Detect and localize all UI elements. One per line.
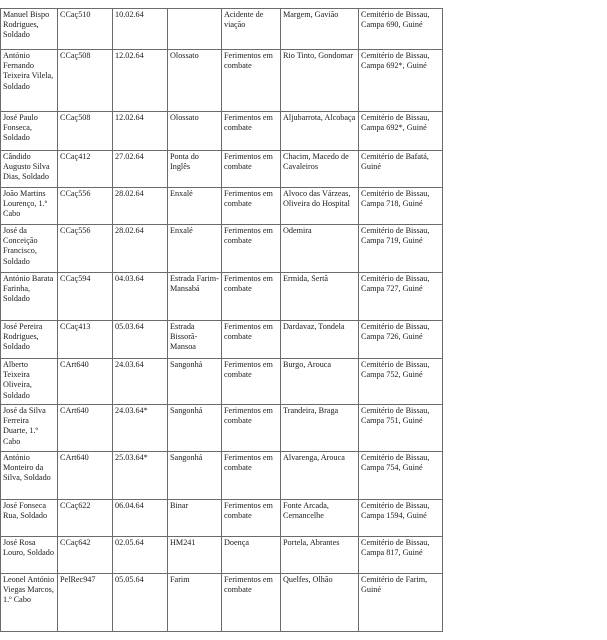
- table-row: [1, 500, 443, 537]
- cause-cell: Ferimentos em combate: [222, 321, 281, 359]
- cause-cell: Ferimentos em combate: [222, 359, 281, 405]
- date-cell: 05.05.64: [113, 574, 168, 632]
- grave-cell: Cemitério de Bissau, Campa 692*, Guiné: [359, 112, 443, 151]
- name-cell: Manuel Bispo Rodrigues, Soldado: [1, 9, 58, 50]
- cause-cell: Ferimentos em combate: [222, 151, 281, 188]
- origin-cell: Dardavaz, Tondela: [281, 321, 359, 359]
- cause-cell: Acidente de viação: [222, 9, 281, 50]
- cause-cell: Doença: [222, 537, 281, 574]
- place-cell: HM241: [168, 537, 222, 574]
- origin-cell: Portela, Abrantes: [281, 537, 359, 574]
- name-cell: José Fonseca Rua, Soldado: [1, 500, 58, 537]
- place-cell: Estrada Bissorã-Mansoa: [168, 321, 222, 359]
- origin-cell: Odemira: [281, 225, 359, 273]
- unit-cell: CCaç556: [58, 225, 113, 273]
- date-cell: 06.04.64: [113, 500, 168, 537]
- unit-cell: CCaç622: [58, 500, 113, 537]
- unit-cell: CCaç642: [58, 537, 113, 574]
- origin-cell: Alvarenga, Arouca: [281, 452, 359, 500]
- date-cell: 12.02.64: [113, 50, 168, 112]
- unit-cell: PelRec947: [58, 574, 113, 632]
- name-cell: António Barata Farinha, Soldado: [1, 273, 58, 321]
- origin-cell: Fonte Arcada, Cernancelhe: [281, 500, 359, 537]
- place-cell: [168, 9, 222, 50]
- origin-cell: Burgo, Arouca: [281, 359, 359, 405]
- name-cell: António Fernando Teixeira Vilela, Soldado: [1, 50, 58, 112]
- date-cell: 02.05.64: [113, 537, 168, 574]
- place-cell: Sangonhá: [168, 452, 222, 500]
- name-cell: José Pereira Rodrigues, Soldado: [1, 321, 58, 359]
- grave-cell: Cemitério de Farim, Guiné: [359, 574, 443, 632]
- name-cell: João Martins Lourenço, 1.º Cabo: [1, 188, 58, 225]
- name-cell: José Rosa Louro, Soldado: [1, 537, 58, 574]
- table-row: [1, 188, 443, 225]
- casualty-table: [0, 8, 443, 632]
- name-cell: José Paulo Fonseca, Soldado: [1, 112, 58, 151]
- date-cell: 05.03.64: [113, 321, 168, 359]
- origin-cell: Trandeira, Braga: [281, 405, 359, 452]
- name-cell: Leonel António Viegas Marcos, 1.º Cabo: [1, 574, 58, 632]
- cause-cell: Ferimentos em combate: [222, 273, 281, 321]
- origin-cell: Ermida, Sertã: [281, 273, 359, 321]
- cause-cell: Ferimentos em combate: [222, 50, 281, 112]
- unit-cell: CCaç556: [58, 188, 113, 225]
- table-row: [1, 225, 443, 273]
- table-row: [1, 405, 443, 452]
- place-cell: Binar: [168, 500, 222, 537]
- origin-cell: Rio Tinto, Gondomar: [281, 50, 359, 112]
- origin-cell: Quelfes, Olhão: [281, 574, 359, 632]
- grave-cell: Cemitério de Bissau, Campa 726, Guiné: [359, 321, 443, 359]
- grave-cell: Cemitério de Bafatá, Guiné: [359, 151, 443, 188]
- place-cell: Sangonhá: [168, 359, 222, 405]
- place-cell: Ponta do Inglês: [168, 151, 222, 188]
- casualty-table-body: [1, 9, 443, 632]
- table-row: [1, 273, 443, 321]
- grave-cell: Cemitério de Bissau, Campa 692*, Guiné: [359, 50, 443, 112]
- table-row: [1, 359, 443, 405]
- grave-cell: Cemitério de Bissau, Campa 690, Guiné: [359, 9, 443, 50]
- grave-cell: Cemitério de Bissau, Campa 719, Guiné: [359, 225, 443, 273]
- cause-cell: Ferimentos em combate: [222, 112, 281, 151]
- name-cell: António Monteiro da Silva, Soldado: [1, 452, 58, 500]
- unit-cell: CCaç413: [58, 321, 113, 359]
- name-cell: José da Silva Ferreira Duarte, 1.º Cabo: [1, 405, 58, 452]
- cause-cell: Ferimentos em combate: [222, 405, 281, 452]
- grave-cell: Cemitério de Bissau, Campa 752, Guiné: [359, 359, 443, 405]
- origin-cell: Aljubarrota, Alcobaça: [281, 112, 359, 151]
- date-cell: 04.03.64: [113, 273, 168, 321]
- name-cell: Cândido Augusto Silva Dias, Soldado: [1, 151, 58, 188]
- table-row: [1, 50, 443, 112]
- place-cell: Enxalé: [168, 188, 222, 225]
- grave-cell: Cemitério de Bissau, Campa 727, Guiné: [359, 273, 443, 321]
- date-cell: 28.02.64: [113, 225, 168, 273]
- place-cell: Sangonhá: [168, 405, 222, 452]
- grave-cell: Cemitério de Bissau, Campa 751, Guiné: [359, 405, 443, 452]
- place-cell: Enxalé: [168, 225, 222, 273]
- cause-cell: Ferimentos em combate: [222, 188, 281, 225]
- date-cell: 10.02.64: [113, 9, 168, 50]
- cause-cell: Ferimentos em combate: [222, 225, 281, 273]
- cause-cell: Ferimentos em combate: [222, 452, 281, 500]
- date-cell: 12.02.64: [113, 112, 168, 151]
- place-cell: Estrada Farim-Mansabá: [168, 273, 222, 321]
- unit-cell: CCaç508: [58, 112, 113, 151]
- date-cell: 27.02.64: [113, 151, 168, 188]
- table-row: [1, 574, 443, 632]
- unit-cell: CCaç412: [58, 151, 113, 188]
- unit-cell: CArt640: [58, 359, 113, 405]
- cause-cell: Ferimentos em combate: [222, 574, 281, 632]
- origin-cell: Chacim, Macedo de Cavaleiros: [281, 151, 359, 188]
- table-row: [1, 321, 443, 359]
- place-cell: Olossato: [168, 112, 222, 151]
- unit-cell: CCaç594: [58, 273, 113, 321]
- place-cell: Farim: [168, 574, 222, 632]
- origin-cell: Alvoco das Várzeas, Oliveira do Hospital: [281, 188, 359, 225]
- table-row: [1, 9, 443, 50]
- grave-cell: Cemitério de Bissau, Campa 754, Guiné: [359, 452, 443, 500]
- grave-cell: Cemitério de Bissau, Campa 817, Guiné: [359, 537, 443, 574]
- date-cell: 28.02.64: [113, 188, 168, 225]
- date-cell: 24.03.64*: [113, 405, 168, 452]
- unit-cell: CArt640: [58, 405, 113, 452]
- table-row: [1, 537, 443, 574]
- unit-cell: CCaç508: [58, 50, 113, 112]
- unit-cell: CArt640: [58, 452, 113, 500]
- unit-cell: CCaç510: [58, 9, 113, 50]
- date-cell: 24.03.64: [113, 359, 168, 405]
- origin-cell: Margem, Gavião: [281, 9, 359, 50]
- place-cell: Olossato: [168, 50, 222, 112]
- grave-cell: Cemitério de Bissau, Campa 718, Guiné: [359, 188, 443, 225]
- table-row: [1, 112, 443, 151]
- grave-cell: Cemitério de Bissau, Campa 1594, Guiné: [359, 500, 443, 537]
- name-cell: Alberto Teixeira Oliveira, Soldado: [1, 359, 58, 405]
- table-row: [1, 151, 443, 188]
- name-cell: José da Conceição Francisco, Soldado: [1, 225, 58, 273]
- date-cell: 25.03.64*: [113, 452, 168, 500]
- cause-cell: Ferimentos em combate: [222, 500, 281, 537]
- table-row: [1, 452, 443, 500]
